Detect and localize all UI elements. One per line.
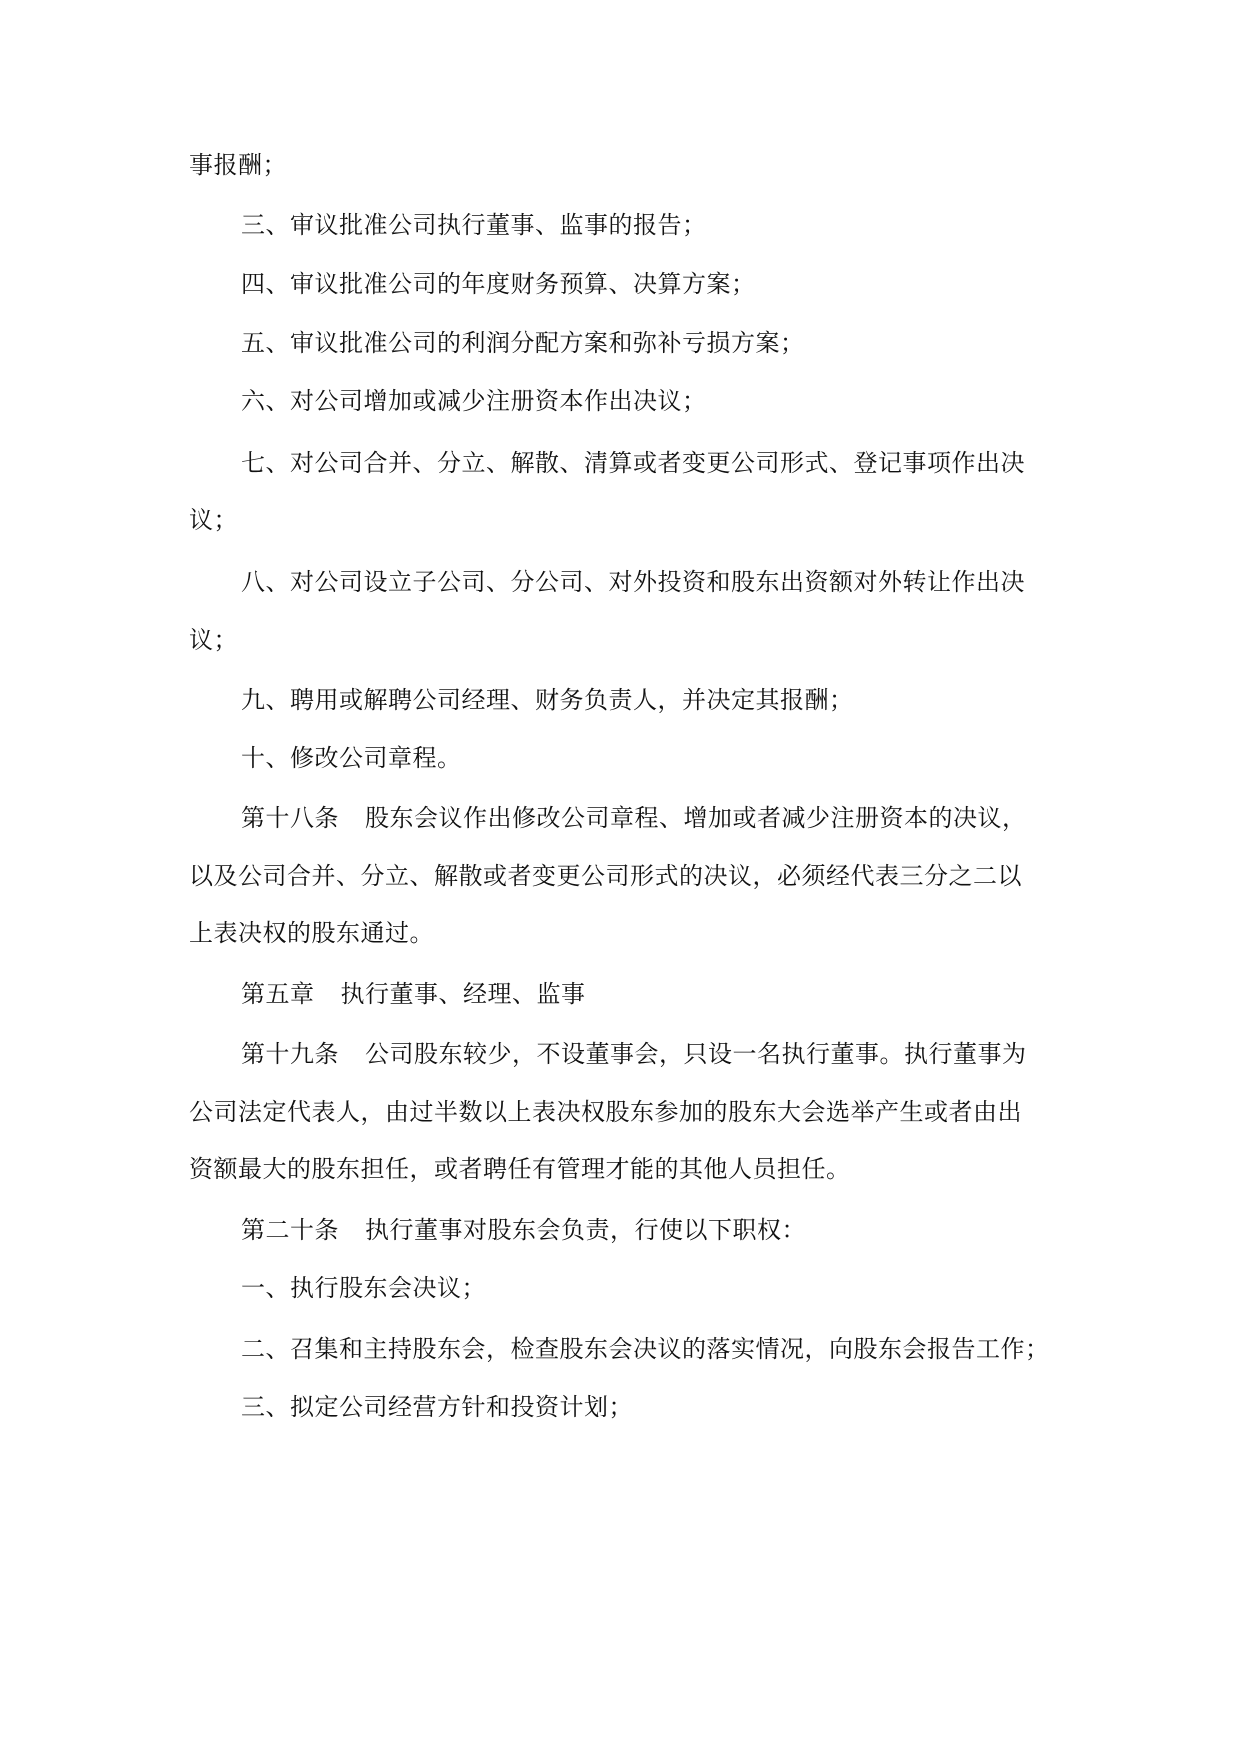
article-18-line [241, 803, 1027, 833]
paragraph-line: 以及公司合并、分立、解散或者变更公司形式的决议，必须经代表三分之二以 [189, 862, 1022, 890]
article-20-line [241, 1215, 806, 1245]
list-item: 一、执行股东会决议； [241, 1274, 486, 1302]
chapter-heading: 第五章 [241, 980, 315, 1008]
list-item: 十、修改公司章程。 [241, 744, 462, 772]
chapter-title: 执行董事、经理、监事 [340, 980, 586, 1008]
paragraph-line: 议； [189, 626, 238, 654]
article-heading: 第十八条 [241, 804, 339, 832]
list-item: 七、对公司合并、分立、解散、清算或者变更公司形式、登记事项作出决 [241, 449, 1025, 477]
paragraph-line: 议； [189, 506, 238, 534]
paragraph-line: 公司法定代表人，由过半数以上表决权股东参加的股东大会选举产生或者由出 [189, 1098, 1022, 1126]
list-item: 三、拟定公司经营方针和投资计划； [241, 1393, 633, 1421]
paragraph-text: 公司股东较少，不设董事会，只设一名执行董事。执行董事为 [365, 1040, 1027, 1068]
list-item: 二、召集和主持股东会，检查股东会决议的落实情况，向股东会报告工作； [241, 1335, 1050, 1363]
list-item: 六、对公司增加或减少注册资本作出决议； [241, 387, 707, 415]
article-heading: 第二十条 [241, 1216, 339, 1244]
list-item: 九、聘用或解聘公司经理、财务负责人，并决定其报酬； [241, 686, 854, 714]
list-item: 八、对公司设立子公司、分公司、对外投资和股东出资额对外转让作出决 [241, 568, 1025, 596]
chapter-5-line [241, 979, 586, 1009]
list-item: 四、审议批准公司的年度财务预算、决算方案； [241, 270, 756, 298]
article-19-line [241, 1039, 1027, 1069]
paragraph-line: 上表决权的股东通过。 [189, 919, 434, 947]
paragraph-line: 事报酬； [189, 151, 287, 179]
list-item: 五、审议批准公司的利润分配方案和弥补亏损方案； [241, 329, 805, 357]
paragraph-line: 资额最大的股东担任，或者聘任有管理才能的其他人员担任。 [189, 1155, 851, 1183]
paragraph-text: 股东会议作出修改公司章程、增加或者减少注册资本的决议， [365, 804, 1027, 832]
article-heading: 第十九条 [241, 1040, 339, 1068]
paragraph-text: 执行董事对股东会负责，行使以下职权： [365, 1216, 806, 1244]
list-item: 三、审议批准公司执行董事、监事的报告； [241, 211, 707, 239]
